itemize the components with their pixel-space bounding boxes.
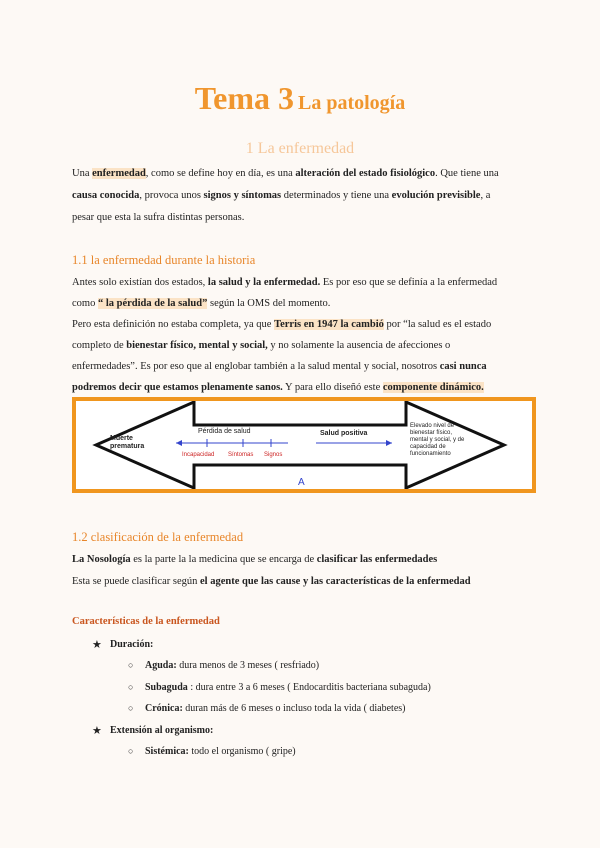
s11-line-2: como “ la pérdida de la salud” según la OMS del momento. — [72, 298, 331, 309]
figure-left-label: Muerte prematura — [110, 435, 145, 450]
s11-line-5: enfermedades”. Es por eso que al englobar también a la salud mental y social, nosotros casi nunca — [72, 361, 487, 372]
sistemica-item: Sistémica: todo el organismo ( gripe) — [145, 746, 296, 757]
figure-item-incapacidad: Incapacidad — [182, 452, 215, 458]
health-continuum-figure — [72, 397, 536, 493]
title-sub: La patología — [298, 92, 406, 114]
characteristics-heading: Características de la enfermedad — [72, 616, 220, 627]
figure-item-sintomas: Síntomas — [228, 452, 254, 458]
s12-line-2: Esta se puede clasificar según el agente que las cause y las características de la enfermedad — [72, 576, 471, 587]
section-1-2-heading: 1.2 clasificación de la enfermedad — [72, 530, 244, 544]
extension-label: Extensión al organismo: — [110, 725, 214, 736]
star-bullet-icon: ★ — [92, 639, 102, 651]
circle-bullet-icon: ○ — [128, 703, 134, 713]
intro-line-1: Una enfermedad, como se define hoy en día, es una alteración del estado fisiológico. Que tiene una — [72, 168, 499, 179]
aguda-item: Aguda: dura menos de 3 meses ( resfriado) — [145, 660, 320, 671]
s12-line-1: La Nosología es la parte la la medicina que se encarga de clasificar las enfermedades — [72, 554, 438, 565]
duracion-label: Duración: — [110, 639, 154, 650]
star-bullet-icon: ★ — [92, 725, 102, 737]
page-title — [0, 80, 600, 117]
figure-loss-label: Pérdida de salud — [198, 428, 251, 435]
figure-positive-label: Salud positiva — [320, 430, 368, 437]
subaguda-item: Subaguda : dura entre 3 a 6 meses ( Endocarditis bacteriana subaguda) — [145, 682, 431, 693]
circle-bullet-icon: ○ — [128, 660, 134, 670]
s11-line-6: podremos decir que estamos plenamente sanos. Y para ello diseñó este componente dinámico. — [72, 382, 484, 393]
s11-line-4: completo de bienestar físico, mental y social, y no solamente la ausencia de afecciones o — [72, 340, 451, 351]
figure-marker: A — [298, 477, 305, 488]
s11-line-1: Antes solo existían dos estados, la salud y la enfermedad. Es por eso que se definía a la enfermedad — [72, 277, 498, 288]
section-1-1-heading: 1.1 la enfermedad durante la historia — [72, 253, 256, 267]
circle-bullet-icon: ○ — [128, 746, 134, 756]
intro-line-3: pesar que esta la sufra distintas personas. — [72, 212, 245, 223]
s11-line-3: Pero esta definición no estaba completa, ya que Terris en 1947 la cambió por “la salud es el estado — [72, 319, 492, 330]
circle-bullet-icon: ○ — [128, 682, 134, 692]
title-main: Tema 3 — [194, 80, 294, 116]
intro-line-2: causa conocida, provoca unos signos y síntomas determinados y tiene una evolución previsible, a — [72, 190, 491, 201]
cronica-item: Crónica: duran más de 6 meses o incluso toda la vida ( diabetes) — [145, 703, 406, 714]
section-title: 1 La enfermedad — [245, 140, 355, 157]
figure-right-label: Elevado nivel de bienestar físico, mental y social, y de capacidad de funcionamiento — [410, 423, 465, 457]
figure-item-signos: Signos — [264, 452, 283, 458]
